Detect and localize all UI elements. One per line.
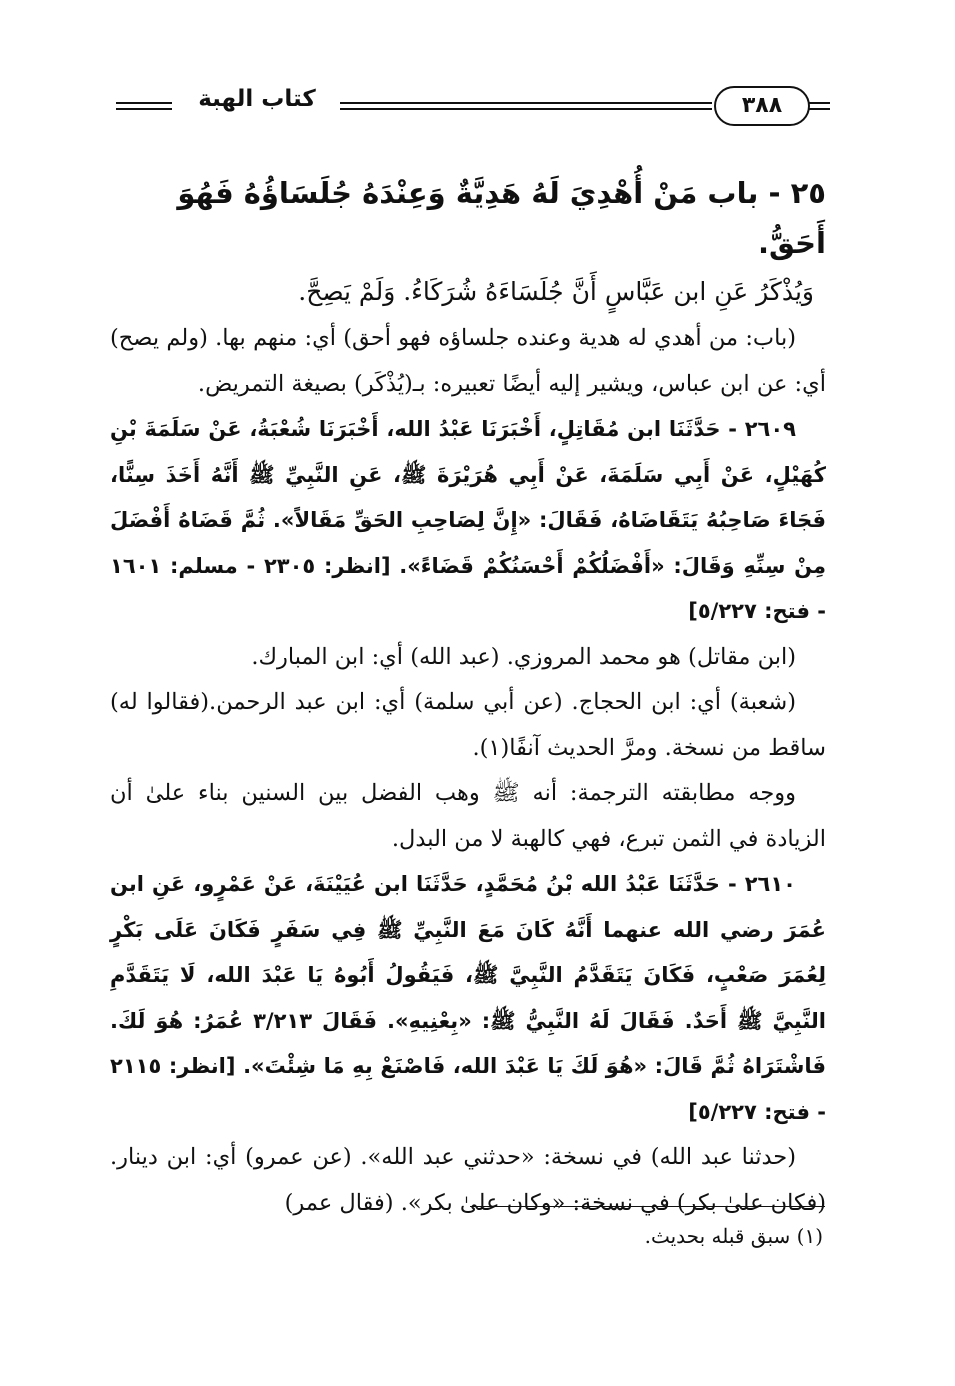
page-number: ٣٨٨ xyxy=(714,86,810,126)
page-header xyxy=(116,86,828,130)
hadith-paragraph: ٢٦١٠ - حَدَّثَنَا عَبْدُ الله بْنُ مُحَمَّدٍ، حَدَّثَنَا ابن عُيَيْنَةَ، عَنْ عَمْرٍو، عَنِ ابن عُمَرَ رضي الله عنهما أَنَّهُ كَانَ مَعَ النَّبِيِّ ﷺ فِي سَفَرٍ فَكَانَ عَلَى بَكْرٍ لِعُمَرَ صَعْبٍ، فَكَانَ يَتَقَدَّمُ النَّبِيَّ ﷺ، فَيَقُولُ أَبُوهُ يَا عَبْدَ الله، لَا يَتَقَدَّمِ النَّبِيَّ ﷺ أَحَدٌ. فَقَالَ لَهُ النَّبِيُّ ﷺ: «بِعْنِيهِ». فَقَالَ ٣/٢١٣ عُمَرُ: هُوَ لَكَ. فَاشْتَرَاهُ ثُمَّ قَالَ: «هُوَ لَكَ يَا عَبْدَ الله، فَاصْنَعْ بِهِ مَا شِئْتَ». [انظر: ٢١١٥ - فتح: ٥/٢٢٧] xyxy=(110,872,826,1124)
footnote-divider xyxy=(470,1206,825,1207)
commentary-paragraph: ووجه مطابقته الترجمة: أنه ﷺ وهب الفضل بين السنين بناء علىٰ أن الزيادة في الثمن تبرع، فهي كالهبة لا من البدل. xyxy=(110,780,826,852)
commentary-paragraph: (حدثنا عبد الله) في نسخة: «حدثني عبد الله». (عن عمرو) أي: ابن دينار. (فكان علىٰ بكر) في نسخة: «وكان علىٰ بكر». (فقال عمر) xyxy=(110,1144,826,1216)
footnote: (١) سبق قبله بحديث. xyxy=(644,1224,823,1248)
chapter-subheading: وَيُذْكَرُ عَنِ ابن عَبَّاسٍ أَنَّ جُلَسَاءَهُ شُرَكَاءُ. وَلَمْ يَصِحَّ. xyxy=(298,277,814,306)
commentary-paragraph: (ابن مقاتل) هو محمد المروزي. (عبد الله) أي: ابن المبارك. xyxy=(251,643,796,670)
chapter-heading: ٢٥ - باب مَنْ أُهْدِيَ لَهُ هَدِيَّةٌ وَعِنْدَهُ جُلَسَاؤُهُ فَهُوَ أَحَقُّ. xyxy=(177,176,826,260)
commentary-paragraph: (باب: من أهدي له هدية وعنده جلساؤه فهو أحق) أي: منهم بها. (ولم يصح) أي: عن ابن عباس، ويشير إليه أيضًا تعبيره: بـ(يُذْكَر) بصيغة التمريض. xyxy=(110,325,826,397)
hadith-paragraph: ٢٦٠٩ - حَدَّثَنَا ابن مُقَاتِلٍ، أَخْبَرَنَا عَبْدُ الله، أَخْبَرَنَا شُعْبَةُ، عَنْ سَلَمَةَ بْنِ كُهَيْلٍ، عَنْ أَبِي سَلَمَةَ، عَنْ أَبِي هُرَيْرَةَ ﷺ، عَنِ النَّبِيِّ ﷺ أَنَّهُ أَخَذَ سِنًّا، فَجَاءَ صَاحِبُهُ يَتَقَاضَاهُ، فَقَالَ: «إِنَّ لِصَاحِبِ الحَقِّ مَقَالاً». ثُمَّ قَضَاهُ أَفْضَلَ مِنْ سِنِّهِ وَقَالَ: «أَفْضَلُكُمْ أَحْسَنُكُمْ قَضَاءً». [انظر: ٢٣٠٥ - مسلم: ١٦٠١ - فتح: ٥/٢٢٧] xyxy=(110,417,826,623)
header-rule-left xyxy=(116,102,172,110)
book-title: كتاب الهبة xyxy=(198,86,316,112)
main-text xyxy=(110,168,826,1226)
header-rule-right xyxy=(808,102,830,110)
commentary-paragraph: (شعبة) أي: ابن الحجاج. (عن أبي سلمة) أي: ابن عبد الرحمن.(فقالوا له) ساقط من نسخة. ومرَّ الحديث آنفًا(١). xyxy=(110,689,826,761)
header-rule-middle xyxy=(340,102,712,110)
